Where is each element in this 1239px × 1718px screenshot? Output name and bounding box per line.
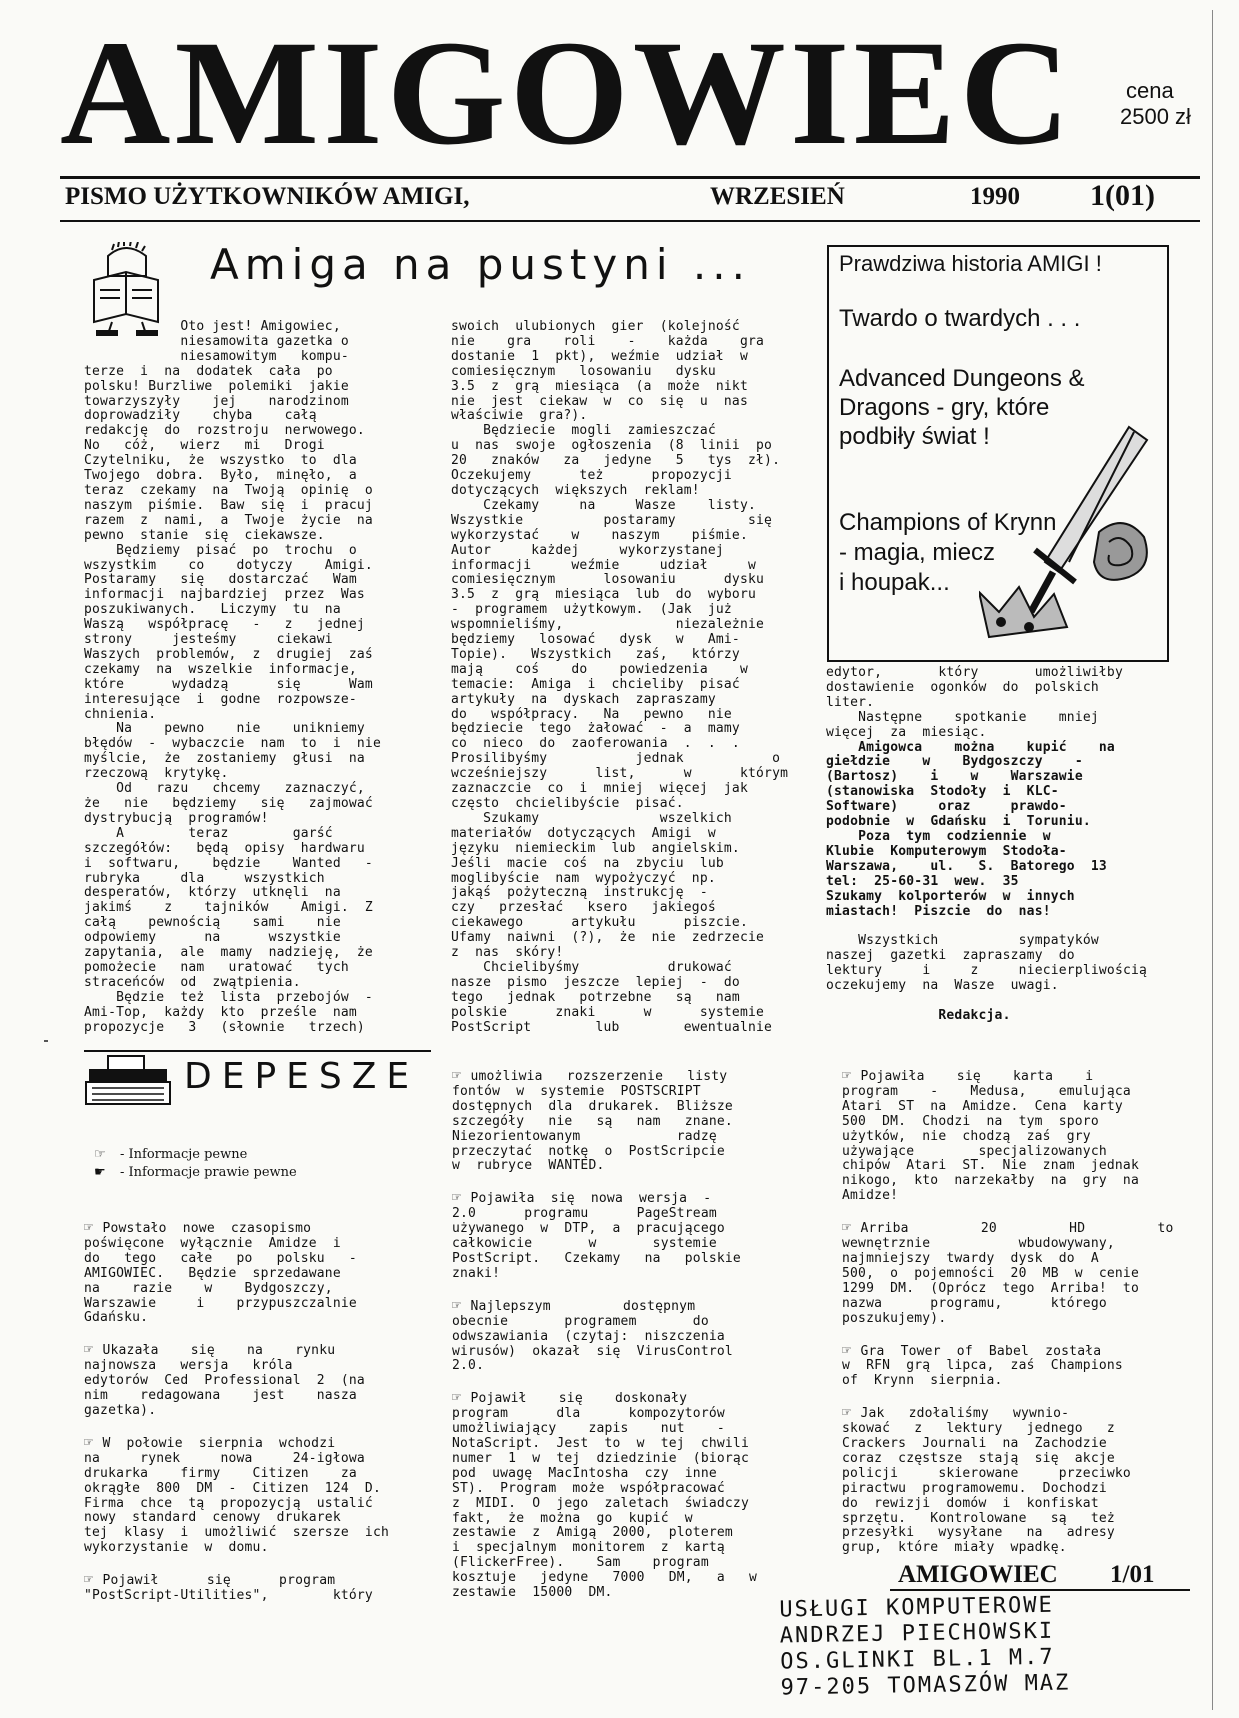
article-col1-line: Czytelniku, że wszystko to dla [84,453,357,469]
subtitle-rule [60,220,1200,222]
news-item-line: policji skierowane przeciwko [842,1465,1131,1481]
article-title: Amiga na pustyni ... [210,240,751,289]
depesze-column-1 [84,1220,429,1620]
news-item-line: nim redagowana jest nasza [84,1388,357,1404]
article-col1-line: informacji najbardziej przez Was [84,587,365,603]
article-col1-line: desperatów, którzy utknęli na [84,885,341,901]
news-item-line: pod uwagę MacIntosha czy inne [452,1465,717,1481]
news-item-line: poświęcone wyłącznie Amidze i [84,1235,341,1251]
news-item-line: ☞ Pojawiła się karta i [842,1066,1094,1084]
news-item-line: ☞ Pojawił się program [84,1570,336,1589]
news-item-line: użytków, nie chodzą zaś gry [842,1128,1091,1144]
article-col1-line: Waszą współpracę - z jednej [84,617,365,633]
pointing-hand-icon: ☞ [842,1218,861,1237]
news-item-line: odwszawiania (czytaj: niszczenia [452,1328,725,1344]
stamp-line: OS.GLINKI BL.1 M.7 [780,1644,1055,1675]
article-col1-line: szczegółów: będą opisy hardwaru [84,840,365,856]
article-col2-line: tego jednak potrzebne są nam [451,989,740,1005]
article-col1-line: Będziemy pisać po trochu o [84,542,357,558]
pointing-hand-icon: ☞ [452,1066,471,1084]
news-item [84,1432,429,1556]
article-col1-line: No cóż, wierz mi Drogi [84,438,325,454]
news-item-line: ☞ Ukazała się na rynku [84,1340,336,1359]
depesze-top-rule [84,1050,431,1052]
news-item-line: 2.0. [452,1358,485,1374]
article-col1-line: poszukiwanych. Liczymy tu na [84,602,341,618]
article-col3-line: dostawienie ogonków do polskich [826,679,1099,695]
pointing-hand-outline-icon: ☞ [94,1147,106,1162]
article-col2-line: Prosilibyśmy jednak o [451,751,781,767]
pointing-hand-icon: ☞ [84,1340,103,1359]
article-col1-line: polsku! Burzliwe polemiki jakie [84,378,349,394]
article-col2-line: do współpracy. Na pewno nie [451,706,732,722]
price-label: cena [1126,78,1174,103]
article-col2-line: comiesięcznym losowaniu dysku [451,363,716,379]
article-col3-line [826,919,1176,934]
news-item [842,1405,1187,1556]
footer-rule [890,1589,1190,1591]
article-col1-line: niesamowitym kompu- [84,348,349,364]
article-col2-line: co nieco do zaoferowania . . . [451,736,740,752]
article-col1-line: Waszych problemów, z drugiej zaś [84,646,373,662]
article-col1-line: Oto jest! Amigowiec, [84,319,341,334]
depesze-column-2 [452,1068,797,1617]
article-col2-line: swoich ulubionych gier (kolejność [451,319,740,334]
typewriter-icon [84,1054,172,1108]
article-col1-line: czekamy na wszelkie informacje, [84,661,357,677]
news-item-line: sprzętu. Kontrolowane są też [842,1510,1115,1526]
article-col1-line: że nie będziemy się zajmować [84,796,373,811]
article-col2-line: 20 znaków za jedyne 5 tys zł). [451,453,781,469]
article-col2-line: dotyczących większych reklam! [451,482,700,498]
article-col2-line: comiesięcznym losowaniu dysku [451,572,765,588]
legend-almost-sure [94,1166,297,1181]
contents-line-6: Champions of Krynn [839,509,1057,536]
news-item-line: do rewizji domów i konfiskat [842,1495,1099,1511]
article-col1-line: redakcję do rozstroju nerwowego. [84,423,365,439]
article-col3-line: edytor, który umożliwiłby [826,665,1123,680]
legend-almost-sure-text: - Informacje prawie pewne [120,1165,297,1180]
news-item-line: Crackers Journali na Zachodzie [842,1436,1107,1452]
news-item-line: Atari ST na Amidze. Cena karty [842,1098,1123,1114]
news-item-line: nazwa programu, którego [842,1295,1107,1311]
article-col3-line [826,994,1176,1009]
news-item-line: w RFN grą lipca, zaś Champions [842,1358,1123,1374]
article-col2-line: moglibyście nam wypożyczyć np. [451,870,716,886]
article-col2-line: ciekawego artykułu piszcie. [451,915,748,931]
article-column-2 [451,320,801,1036]
news-item [452,1068,797,1174]
article-col2-line: nasze pismo jeszcze lepiej - do [451,974,740,990]
news-item-line: ☞ Powstało nowe czasopismo [84,1218,312,1236]
article-col1-line: towarzyszyły jej narodzinom [84,393,349,409]
news-item-line: Amidze! [842,1188,899,1204]
news-item-line: szczegóły nie są nam znane. [452,1113,733,1129]
article-col2-line: nie gra roli - każda gra [451,333,765,349]
rubber-stamp [779,1592,1200,1711]
article-col3-line: Redakcja. [826,1007,1011,1023]
article-col1-line: wszystkim co dotyczy Amigi. [84,557,373,573]
article-col1-line: pewno stanie się ciekawsze. [84,527,325,543]
article-col1-line: odpowiemy na wszystkie [84,930,341,946]
article-col1-line: zapytania, ale mamy nadzieję, że [84,945,373,961]
news-item-line: ☞ Arriba 20 HD to [842,1218,1174,1237]
news-item-line: ☞ umożliwia rozszerzenie listy [452,1066,728,1084]
contents-line-4: Dragons - gry, które [839,394,1050,421]
pointing-hand-icon: ☞ [452,1388,471,1407]
article-col2-line: 3.5 z grą miesiąca (a może nikt [451,378,748,394]
news-item [842,1068,1187,1204]
article-col2-line: Jeśli macie coś na zbyciu lub [451,855,724,871]
article-col1-line: Twojego dobra. Było, minęło, a [84,468,357,484]
article-col3-line: Warszawa, ul. S. Batorego 13 [826,858,1107,874]
news-item-line: coraz częstsze stają się akcje [842,1450,1115,1466]
news-item-line: dostępnych dla drukarek. Bliższe [452,1098,733,1114]
news-item-line: ☞ Pojawił się doskonały [452,1388,688,1407]
publication-name: PISMO UŻYTKOWNIKÓW AMIGI, [65,183,470,210]
article-col1-line: doprowadziły chyba całą [84,408,317,424]
news-item-line: ☞ Pojawiła się nowa wersja - [452,1188,712,1207]
news-item-line: 1299 DM. (Oprócz tego Arriba! to [842,1280,1139,1296]
news-item-line: ☞ W połowie sierpnia wchodzi [84,1432,336,1451]
pointing-hand-icon: ☞ [84,1570,103,1589]
news-item-line: najnowsza wersja króla [84,1358,293,1374]
news-item-line: najmniejszy twardy dysk do A [842,1250,1099,1266]
footer-issue: 1/01 [1110,1561,1155,1588]
article-col1-line: pomożecie nam uratować tych [84,959,349,975]
depesze-column-3 [842,1068,1187,1572]
article-col1-line: straceńców od zwątpienia. [84,974,301,990]
article-col2-line: zaznaczcie co i mniej więcej jak [451,781,748,797]
news-item-line: zestawie 15000 DM. [452,1585,613,1601]
article-col3-line: oczekujemy na Wasze uwagi. [826,978,1059,994]
news-item-line: umożliwiający zapis nut - [452,1421,725,1437]
article-col1-line: Od razu chcemy zaznaczyć, [84,781,365,797]
article-col1-line: niesamowita gazetka o [84,333,349,349]
news-item-line: tej klasy i umożliwić szersze ich [84,1525,390,1541]
article-col3-line: tel: 25-60-31 wew. 35 [826,873,1019,889]
article-col1-line: myślcie, że zostaniemy głusi na [84,751,365,767]
contents-line-3: Advanced Dungeons & [839,365,1085,392]
stamp-line: ANDRZEJ PIECHOWSKI [779,1618,1055,1649]
article-col2-line: jakąś pożyteczną instrukcję - [451,885,708,901]
article-col1-line: błędów - wybaczcie nam to i nie [84,736,381,752]
news-item-line: do tego całe po polsku - [84,1250,357,1266]
news-item-line: gazetka). [84,1402,157,1418]
news-item-line: i specjalnym monitorem z kartą [452,1540,725,1556]
news-item-line: fakt, że można go kupić w [452,1510,693,1526]
depesze-title: DEPESZE [184,1056,420,1097]
article-col2-line: Autor każdej wykorzystanej [451,542,724,558]
news-item-line: edytorów Ced Professional 2 (na [84,1373,365,1389]
article-col3-line: Amigowca można kupić na [826,739,1115,755]
article-col2-line: - programem użytkowym. (Jak już [451,602,732,618]
news-item-line: program - Medusa, emulująca [842,1083,1131,1099]
news-item [452,1190,797,1281]
news-item-line: PostScript. Czekamy na polskie [452,1250,741,1266]
news-item-line: znaki! [452,1265,501,1281]
news-item-line: wirusów) okazał się VirusControl [452,1343,733,1359]
article-col2-line: Wszystkie postaramy się [451,512,773,528]
pointing-hand-icon: ☞ [452,1188,471,1207]
article-col3-line: więcej za miesiąc. [826,724,987,740]
article-col1-line: propozycje 3 (słownie trzech) [84,1019,365,1035]
news-item [84,1220,429,1326]
contents-line-1: Prawdziwa historia AMIGI ! [839,251,1102,276]
article-col2-line: temacie: Amiga i chcieliby pisać [451,676,740,692]
stamp-line: 97-205 TOMASZÓW MAZ [780,1670,1071,1701]
news-item-line: na razie w Bydgoszczy, [84,1280,333,1296]
news-item-line: okrągłe 800 DM - Citizen 124 D. [84,1480,381,1496]
article-col2-line: będziemy losować dysk w Ami- [451,632,740,648]
news-item-line: piractwu programowemu. Dochodzi [842,1480,1107,1496]
issue-year: 1990 [970,183,1020,210]
legend-sure [94,1148,247,1163]
issue-number: 1(01) [1090,179,1155,212]
article-col2-line: Ufamy naiwni (?), że nie zedrzecie [451,930,765,946]
article-col2-line: Topie). Wszystkich zaś, którzy [451,646,740,662]
news-item-line: w rubryce WANTED. [452,1158,605,1174]
news-item-line: 500, o pojemności 20 MB w cenie [842,1265,1139,1281]
news-item-line: ST). Program może współpracować [452,1480,725,1496]
article-col1-line: i softwaru, będzie Wanted - [84,855,373,871]
article-column-1 [84,320,428,1036]
article-col2-line: Szukamy wszelkich [451,810,732,826]
article-col2-line: artykuły na dyskach zapraszamy [451,691,716,707]
article-col3-line: podobnie w Gdańsku i Toruniu. [826,814,1091,830]
article-col2-line: Oczekujemy też propozycji [451,468,732,484]
article-col3-line: Software) oraz prawdo- [826,799,1067,815]
contents-line-7: - magia, miecz [839,539,996,566]
issue-month: WRZESIEŃ [710,183,845,210]
news-item [84,1572,429,1604]
separator-tick [44,1040,48,1042]
news-item-line: zestawie z Amigą 2000, ploterem [452,1525,733,1541]
pointing-hand-icon: ☞ [84,1432,103,1451]
news-item-line: ☞ Jak zdołaliśmy wywnio- [842,1403,1070,1422]
footer-title: AMIGOWIEC [898,1561,1058,1588]
article-col2-line: właściwie gra?). [451,408,588,424]
contents-line-2: Twardo o twardych . . . [839,305,1081,332]
news-item-line: przeczytać notkę o PostScripcie [452,1143,725,1159]
news-item-line: AMIGOWIEC. Będzie sprzedawane [84,1265,341,1281]
news-item-line: nowy standard cenowy drukarek [84,1510,341,1526]
news-item-line: używające specjalizowanych [842,1143,1107,1159]
masthead-rule [60,176,1200,179]
article-col2-line: dostanie 1 pkt), weźmie udział w [451,348,748,364]
news-item-line: skować z lektury jednego z [842,1421,1115,1437]
news-item-line: drukarka firmy Citizen za [84,1465,357,1481]
article-col1-line: które wydadzą się Wam [84,676,373,692]
news-item-line: Gdańsku. [84,1310,149,1326]
article-col2-line: będziecie tego żałować - a mamy [451,721,740,737]
news-item-line: (FlickerFree). Sam program [452,1555,709,1571]
contents-line-5: podbiły świat ! [839,423,990,450]
article-col2-line: Chcielibyśmy drukować [451,959,732,975]
news-item-line: NotaScript. Jest to w tej chwili [452,1436,749,1452]
article-col1-line: rubryka dla wszystkich [84,870,325,886]
price-tag [1120,78,1200,130]
article-col2-line: często chcielibyście pisać. [451,796,684,811]
news-item-line: kosztuje jedyne 7000 DM, a w [452,1570,758,1586]
pointing-hand-icon: ☞ [842,1340,861,1359]
article-col3-line: Klubie Komputerowym Stodoła- [826,843,1067,859]
article-col1-line: Będzie też lista przebojów - [84,989,373,1005]
sword-crown-illustration [979,422,1164,657]
pointing-hand-icon: ☞ [452,1295,471,1314]
article-col3-line: liter. [826,694,875,710]
pointing-hand-icon: ☞ [84,1218,103,1236]
news-item [452,1295,797,1375]
article-col2-line: informacji weźmie udział w [451,557,757,573]
article-col1-line: dystrybucją programów! [84,810,269,826]
article-col1-line: teraz czekamy na Twoją opinię o [84,482,373,498]
news-item-line: wewnętrznie wbudowywany, [842,1236,1115,1252]
news-item-line: na rynek nowa 24-igłowa [84,1450,365,1466]
pointing-hand-icon: ☞ [842,1066,861,1084]
article-col2-line: polskie znaki w systemie [451,1004,765,1020]
legend-sure-text: - Informacje pewne [120,1147,248,1162]
subtitle-row [65,179,1195,217]
news-item-line: Firma chce tą propozycją ustalić [84,1495,373,1511]
news-item-line: wykorzystanie w domu. [84,1540,269,1556]
contents-line-8: i houpak... [839,569,950,596]
news-item [842,1340,1187,1390]
article-column-3 [826,666,1176,1024]
news-item-line: chipów Atari ST. Nie znam jednak [842,1158,1139,1174]
article-col1-line: chnienia. [84,706,157,722]
news-item [84,1342,429,1419]
news-item [452,1390,797,1601]
article-col3-line: naszej gazetki zapraszamy do [826,948,1075,964]
article-col3-line: Szukamy kolporterów w innych [826,888,1075,904]
news-item-line: grup, które miały wpadkę. [842,1540,1067,1556]
article-col2-line: Będziecie mogli zamieszczać [451,423,716,439]
right-edge-line [1212,10,1213,1710]
article-col2-line: wykorzystać w naszym piśmie. [451,527,748,543]
article-col2-line: Czekamy na Wasze listy. [451,497,757,513]
news-item-line: of Krynn sierpnia. [842,1373,1003,1389]
article-col1-line: naszym piśmie. Baw się i pracuj [84,497,373,513]
price-value: 2500 zł [1120,104,1191,129]
news-item-line: "PostScript-Utilities", który [84,1588,373,1604]
news-item-line: z MIDI. O jego zaletach świadczy [452,1495,749,1511]
news-item-line: Niezorientowanym radzę [452,1128,717,1144]
article-col2-line: nie jest ciekaw w co się u nas [451,393,748,409]
article-col1-line: A teraz garść [84,825,333,841]
article-col2-line: wspomnieliśmy, niezależnie [451,617,765,633]
article-col1-line: interesujące i godne rozpowsze- [84,691,357,707]
pointing-hand-filled-icon: ☛ [94,1165,106,1180]
article-col3-line: (Bartosz) i w Warszawie [826,769,1083,785]
article-col3-line: lektury i z niecierpliwością [826,963,1148,979]
article-col1-line: rzeczową krytykę. [84,766,229,782]
masthead-title: AMIGOWIEC [60,10,1075,176]
news-item-line: 500 DM. Chodzi na tym sporo [842,1113,1099,1129]
stamp-line: USŁUGI KOMPUTEROWE [779,1592,1054,1623]
news-item-line: obecnie programem do [452,1313,709,1329]
news-item-line: nikogo, kto narzekałby na gry na [842,1173,1139,1189]
article-col1-line: Na pewno nie unikniemy [84,721,365,737]
article-col2-line: języku niemieckim lub angielskim. [451,840,740,856]
article-col2-line: z nas skóry! [451,945,564,961]
article-col2-line: mają coś do powiedzenia w [451,661,748,677]
article-col1-line: jakimś z tajników Amigi. Z [84,900,373,916]
article-col3-line: miastach! Piszcie do nas! [826,903,1051,919]
article-col2-line: wcześniejszy list, w którym [451,766,789,782]
article-col1-line: Ami-Top, każdy kto prześle nam [84,1004,357,1020]
news-item-line: fontów w systemie POSTSCRIPT [452,1083,701,1099]
article-col2-line: 3.5 z grą miesiąca lub do wyboru [451,587,757,603]
article-col1-line: Postaramy się dostarczać Wam [84,572,357,588]
news-item-line: przesyłki wysyłane na adresy [842,1525,1115,1541]
news-item [842,1220,1187,1326]
pointing-hand-icon: ☞ [842,1403,861,1422]
article-col2-line: PostScript lub ewentualnie [451,1019,773,1035]
article-col2-line: czy przesłać kserо jakiegoś [451,900,716,916]
article-col2-line: materiałów dotyczących Amigi w [451,825,716,841]
news-item-line: ☞ Najlepszym dostępnym [452,1295,696,1314]
news-item-line: całkowicie w systemie [452,1236,717,1252]
article-col1-line: razem z nami, a Twoje życie na [84,512,373,528]
article-col1-line: strony jesteśmy ciekawi [84,632,333,648]
news-item-line: program dla kompozytorów [452,1406,725,1422]
article-col3-line: giełdzie w Bydgoszczy - [826,754,1083,770]
news-item-line: numer 1 w tej dziedzinie (biorąc [452,1450,749,1466]
article-col3-line: Wszystkich sympatyków [826,933,1099,949]
article-col1-line: całą pewnością sami nie [84,915,341,931]
news-item-line: ☞ Gra Tower of Babel została [842,1340,1102,1359]
article-col3-line: Poza tym codziennie w [826,828,1051,844]
article-col3-line: (stanowiska Stodoły i KLC- [826,784,1059,800]
article-col2-line: u nas swoje ogłoszenia (8 linii po [451,438,773,454]
article-col1-line: terze i na dodatek cała po [84,363,333,379]
article-col3-line: Następne spotkanie mniej [826,709,1099,725]
news-item-line: poszukujemy). [842,1310,947,1326]
contents-box [827,245,1169,662]
news-item-line: Warszawie i przypuszczalnie [84,1295,357,1311]
news-item-line: używanego w DTP, a pracującego [452,1221,725,1237]
news-item-line: 2.0 programu PageStream [452,1206,717,1222]
